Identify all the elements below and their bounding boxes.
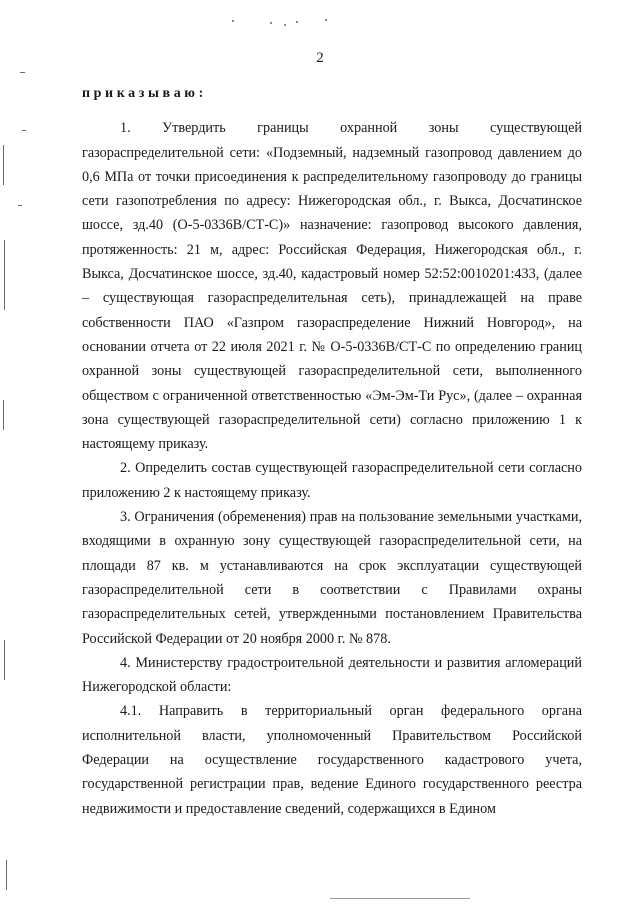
paragraph-4-1: 4.1. Направить в территориальный орган федерального органа исполнительной власти, уполномоченный Правительством Российской Федерации на осуществление государственного кадастрового учета, государственной регистрации прав, ведение Единого государственного реестра недвижимости и предоставление сведений, содержащихся в Едином xyxy=(82,703,582,817)
scan-speck-2 xyxy=(270,22,272,24)
scan-artifact-left-7 xyxy=(22,130,26,131)
paragraph-3: 3. Ограничения (обременения) прав на пользование земельными участками, входящими в охранную зону существующей газораспределительной сети, на площади 87 кв. м устанавливаются на срок эксплуатации существующей газораспределительной сети в соответствии с Правилами охраны газораспределительных сетей, утвержденными постановлением Правительства Российской Федерации от 20 ноября 2000 г. № 878. xyxy=(82,509,582,647)
paragraph-1: 1. Утвердить границы охранной зоны существующей газораспределительной сети: «Подземный, надземный газопровод давлением до 0,6 МПа от точки присоединения к распределительному газопроводу до границы сети газопотребления по адресу: Нижегородская обл., г. Выкса, Досчатинское шоссе, зд.40 (О-5-0336В/СТ-С)» назначение: газопровод высокого давления, протяженность: 21 м, адрес: Российская Федерация, Нижегородская обл., г. Выкса, Досчатинское шоссе, зд.40, кадастровый номер 52:52:0010201:433, (далее – существующая газораспределительная сеть), принадлежащей на праве собственности ПАО «Газпром газораспределение Нижний Новгород», на основании отчета от 22 июля 2021 г. № О-5-0336В/СТ-С по определению границ охранной зоны существующей газораспределительной сети, выполненного обществом с ограниченной ответственностью «Эм-Эм-Ти Рус», (далее – охранная зона существующей газораспределительной сети) согласно приложению 1 к настоящему приказу. xyxy=(82,120,582,453)
scan-artifact-left-6 xyxy=(20,72,25,73)
paragraph-4: 4. Министерству градостроительной деятельности и развития агломераций Нижегородской области: xyxy=(82,654,582,696)
scan-artifact-left-1 xyxy=(3,145,4,185)
scan-artifact-left-3 xyxy=(3,400,4,430)
page-number: 2 xyxy=(316,50,324,66)
scan-speck-3 xyxy=(284,24,286,26)
scan-artifact-left-5 xyxy=(6,860,7,890)
document-body xyxy=(82,82,582,821)
scan-speck-5 xyxy=(325,19,327,21)
scan-artifact-left-4 xyxy=(4,640,5,680)
scan-speck-1 xyxy=(232,20,234,22)
scan-artifact-left-8 xyxy=(18,205,22,206)
paragraph-2: 2. Определить состав существующей газораспределительной сети согласно приложению 2 к настоящему приказу. xyxy=(82,460,582,501)
scan-speck-4 xyxy=(296,21,298,23)
scan-artifact-bottom xyxy=(330,898,470,899)
order-heading: приказываю: xyxy=(82,86,207,101)
scan-artifact-left-2 xyxy=(4,240,5,310)
